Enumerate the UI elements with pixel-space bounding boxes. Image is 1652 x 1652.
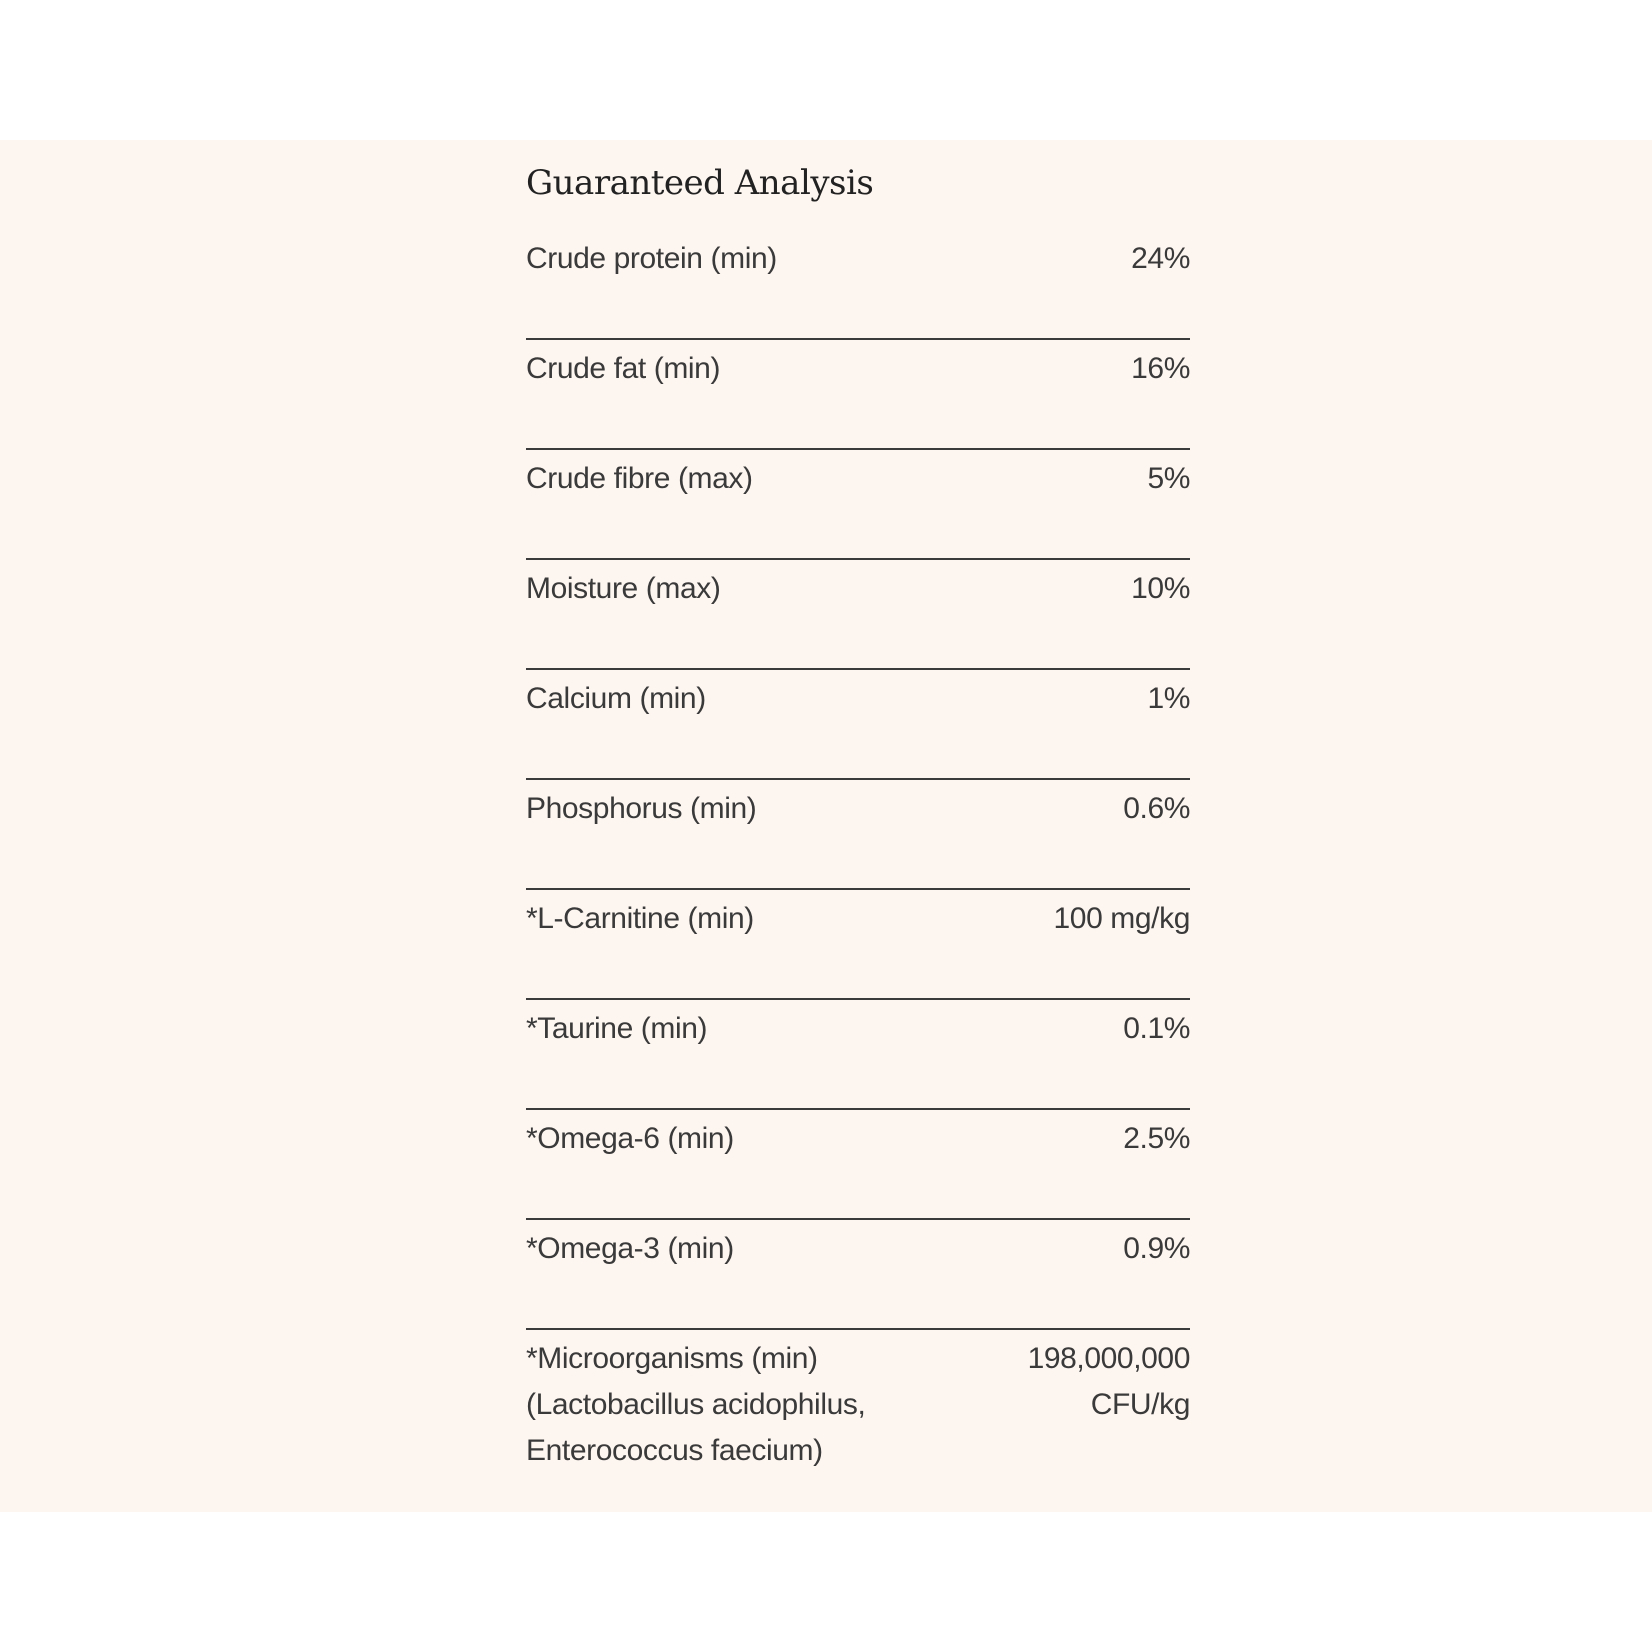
nutrient-value: 2.5% — [1123, 1122, 1190, 1155]
nutrient-label: *Omega-3 (min) — [526, 1232, 734, 1265]
nutrient-value: 1% — [1147, 682, 1190, 715]
table-row — [526, 450, 1190, 560]
nutrient-label: *Taurine (min) — [526, 1012, 708, 1045]
nutrient-value: 0.1% — [1123, 1012, 1190, 1045]
nutrient-label: *Microorganisms (min) (Lactobacillus acidophilus, Enterococcus faecium) — [526, 1342, 866, 1467]
table-row — [526, 1220, 1190, 1330]
table-row — [526, 670, 1190, 780]
nutrient-label: Calcium (min) — [526, 682, 706, 715]
nutrient-value: 0.6% — [1123, 792, 1190, 825]
nutrient-label: Crude protein (min) — [526, 242, 777, 275]
nutrient-label: Moisture (max) — [526, 572, 721, 605]
nutrient-value: 100 mg/kg — [1053, 902, 1190, 935]
nutrient-label: Phosphorus (min) — [526, 792, 757, 825]
table-row — [526, 560, 1190, 670]
nutrient-value: 5% — [1147, 462, 1190, 495]
nutrient-value: 198,000,000 CFU/kg — [1027, 1342, 1190, 1421]
nutrient-label: Crude fat (min) — [526, 352, 721, 385]
guaranteed-analysis-panel — [526, 160, 1190, 1474]
table-row — [526, 890, 1190, 1000]
nutrient-value: 24% — [1131, 242, 1190, 275]
nutrient-value: 0.9% — [1123, 1232, 1190, 1265]
table-row — [526, 230, 1190, 340]
section-title: Guaranteed Analysis — [526, 163, 874, 203]
nutrient-value: 16% — [1131, 352, 1190, 385]
table-row — [526, 1000, 1190, 1110]
nutrient-label: *L-Carnitine (min) — [526, 902, 754, 935]
nutrient-label: Crude fibre (max) — [526, 462, 753, 495]
nutrient-value: 10% — [1131, 572, 1190, 605]
table-row — [526, 1330, 1190, 1474]
table-row — [526, 340, 1190, 450]
analysis-table — [526, 230, 1190, 1474]
nutrient-label: *Omega-6 (min) — [526, 1122, 734, 1155]
table-row — [526, 780, 1190, 890]
table-row — [526, 1110, 1190, 1220]
